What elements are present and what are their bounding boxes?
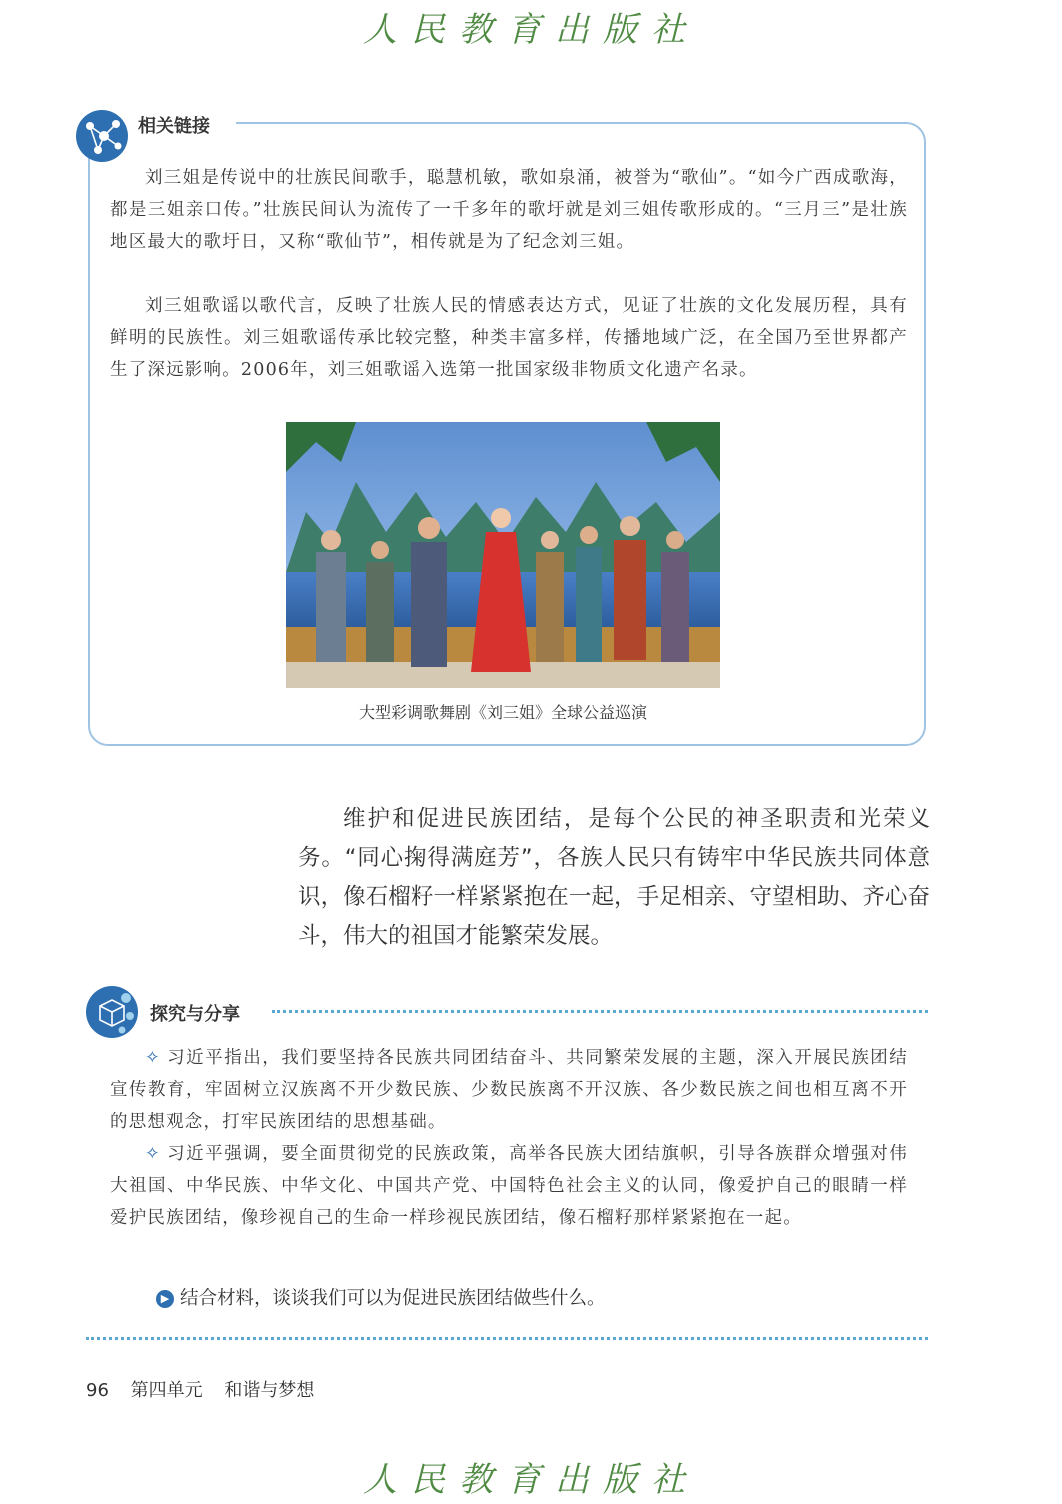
related-links-title: 相关链接 xyxy=(138,116,210,137)
explore-cube-icon xyxy=(86,986,138,1038)
unit-label: 第四单元 xyxy=(130,1380,203,1401)
related-links-paragraph-2: 刘三姐歌谣以歌代言，反映了壮族人民的情感表达方式，见证了壮族的文化发展历程，具有鲜明的民族性。刘三姐歌谣传承比较完整，种类丰富多样，传播地域广泛，在全国乃至世界都产生了深远影响。2006年，刘三姐歌谣入选第一批国家级非物质文化遗产名录。 xyxy=(110,296,908,380)
publisher-watermark-bottom: 人民教育出版社 xyxy=(363,1460,699,1500)
link-network-icon xyxy=(76,110,128,162)
diamond-bullet-icon: ✧ xyxy=(145,1048,161,1068)
unit-title: 和谐与梦想 xyxy=(224,1380,315,1401)
diamond-bullet-icon: ✧ xyxy=(145,1144,161,1164)
discussion-question xyxy=(156,1284,606,1310)
page-footer xyxy=(86,1376,314,1402)
explore-bottom-divider xyxy=(86,1337,928,1340)
explore-share-title: 探究与分享 xyxy=(150,1004,240,1025)
explore-item-1-text: 习近平指出，我们要坚持各民族共同团结奋斗、共同繁荣发展的主题，深入开展民族团结宣传教育，牢固树立汉族离不开少数民族、少数民族离不开汉族、各少数民族之间也相互离不开的思想观念，打牢民族团结的思想基础。 xyxy=(110,1048,908,1132)
photo-caption: 大型彩调歌舞剧《刘三姐》全球公益巡演 xyxy=(358,703,647,722)
discussion-question-text: 结合材料，谈谈我们可以为促进民族团结做些什么。 xyxy=(180,1288,606,1309)
explore-item-2-text: 习近平强调，要全面贯彻党的民族政策，高举各民族大团结旗帜，引导各族群众增强对伟大祖国、中华民族、中华文化、中国共产党、中国特色社会主义的认同，像爱护自己的眼睛一样爱护民族团结，像珍视自己的生命一样珍视民族团结，像石榴籽那样紧紧抱在一起。 xyxy=(110,1144,908,1228)
related-links-paragraph-1: 刘三姐是传说中的壮族民间歌手，聪慧机敏，歌如泉涌，被誉为“歌仙”。“如今广西成歌海，都是三姐亲口传。”壮族民间认为流传了一千多年的歌圩就是刘三姐传歌形成的。“三月三”是壮族地区最大的歌圩日，又称“歌仙节”，相传就是为了纪念刘三姐。 xyxy=(110,168,908,252)
main-paragraph: 维护和促进民族团结，是每个公民的神圣职责和光荣义务。“同心掬得满庭芳”，各族人民只有铸牢中华民族共同体意识，像石榴籽一样紧紧抱在一起，手足相亲、守望相助、齐心奋斗，伟大的祖国才能繁荣发展。 xyxy=(298,806,930,949)
explore-top-divider xyxy=(272,1010,928,1013)
arrow-bullet-icon: ▶ xyxy=(156,1290,174,1308)
explore-item-2 xyxy=(110,1138,908,1234)
opera-performance-photo xyxy=(286,422,720,688)
explore-item-1 xyxy=(110,1042,908,1138)
publisher-watermark-top: 人民教育出版社 xyxy=(363,10,699,50)
page-number: 96 xyxy=(86,1380,109,1401)
